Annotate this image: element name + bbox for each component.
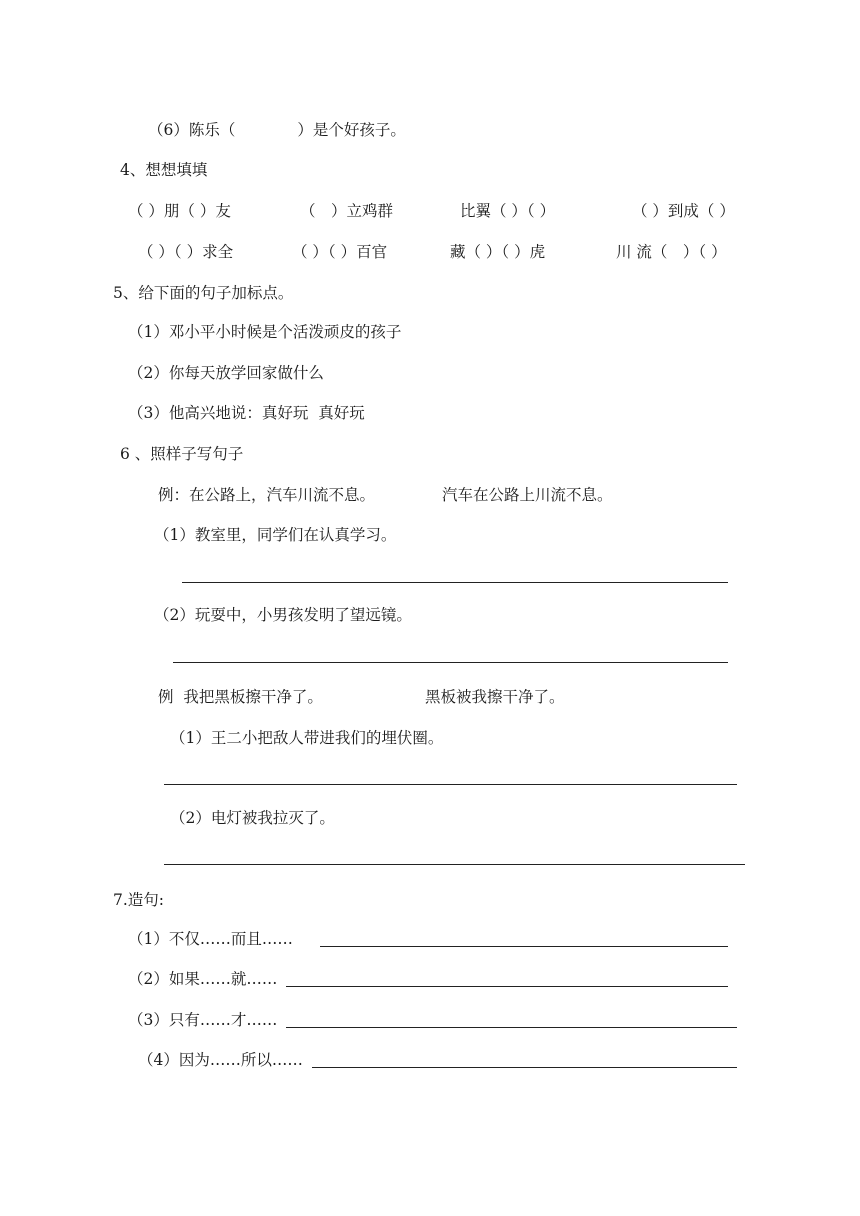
q6-item-4-answer-line[interactable] (164, 864, 745, 865)
q7-heading: 7.造句: (113, 891, 165, 909)
q6-example2-right: 黑板被我擦干净了。 (425, 688, 565, 706)
q3-item-6: （6）陈乐（ ）是个好孩子。 (148, 121, 406, 139)
q4-row2-cell-2: （ ）（ ）百官 (292, 243, 388, 261)
q6-item-3-answer-line[interactable] (164, 784, 737, 785)
q5-item-3: （3）他高兴地说：真好玩 真好玩 (128, 404, 365, 422)
q5-heading: 5、给下面的句子加标点。 (113, 284, 294, 302)
q4-row2-cell-1: （ ）（ ）求全 (138, 243, 234, 261)
q6-item-4: （2）电灯被我拉灭了。 (170, 809, 335, 827)
q6-example1-left: 例：在公路上，汽车川流不息。 (158, 486, 376, 504)
q6-item-1: （1）教室里，同学们在认真学习。 (154, 526, 397, 544)
q7-item-2-answer-line[interactable] (286, 986, 728, 987)
q6-item-1-answer-line[interactable] (182, 582, 728, 583)
q7-item-4: （4）因为……所以…… (138, 1051, 303, 1069)
q4-heading: 4、想想填填 (120, 161, 208, 179)
q4-row2-cell-4: 川 流（ ）（ ） (616, 243, 727, 261)
q4-row1-cell-3: 比翼（ ）（ ） (460, 202, 556, 220)
q4-row1-cell-1: （ ）朋（ ）友 (128, 202, 231, 220)
q6-heading: 6 、照样子写句子 (120, 445, 244, 463)
q6-item-2-answer-line[interactable] (173, 662, 728, 663)
q4-row1-cell-2: （ ）立鸡群 (300, 202, 394, 220)
q7-item-4-answer-line[interactable] (312, 1067, 737, 1068)
q7-item-3-answer-line[interactable] (286, 1027, 737, 1028)
q5-item-2: （2）你每天放学回家做什么 (128, 364, 324, 382)
q6-example2-left: 例 我把黑板擦干净了。 (158, 688, 323, 706)
q4-row2-cell-3: 藏（ ）（ ）虎 (450, 243, 546, 261)
q4-row1-cell-4: （ ）到成（ ） (632, 202, 735, 220)
q6-example1-right: 汽车在公路上川流不息。 (442, 486, 613, 504)
q7-item-1: （1）不仅……而且…… (128, 930, 293, 948)
q6-item-3: （1）王二小把敌人带进我们的埋伏圈。 (170, 729, 444, 747)
q7-item-2: （2）如果……就…… (128, 970, 278, 988)
q6-item-2: （2）玩耍中，小男孩发明了望远镜。 (154, 606, 412, 624)
q7-item-3: （3）只有……才…… (128, 1011, 278, 1029)
q5-item-1: （1）邓小平小时候是个活泼顽皮的孩子 (128, 323, 402, 341)
q7-item-1-answer-line[interactable] (320, 946, 728, 947)
